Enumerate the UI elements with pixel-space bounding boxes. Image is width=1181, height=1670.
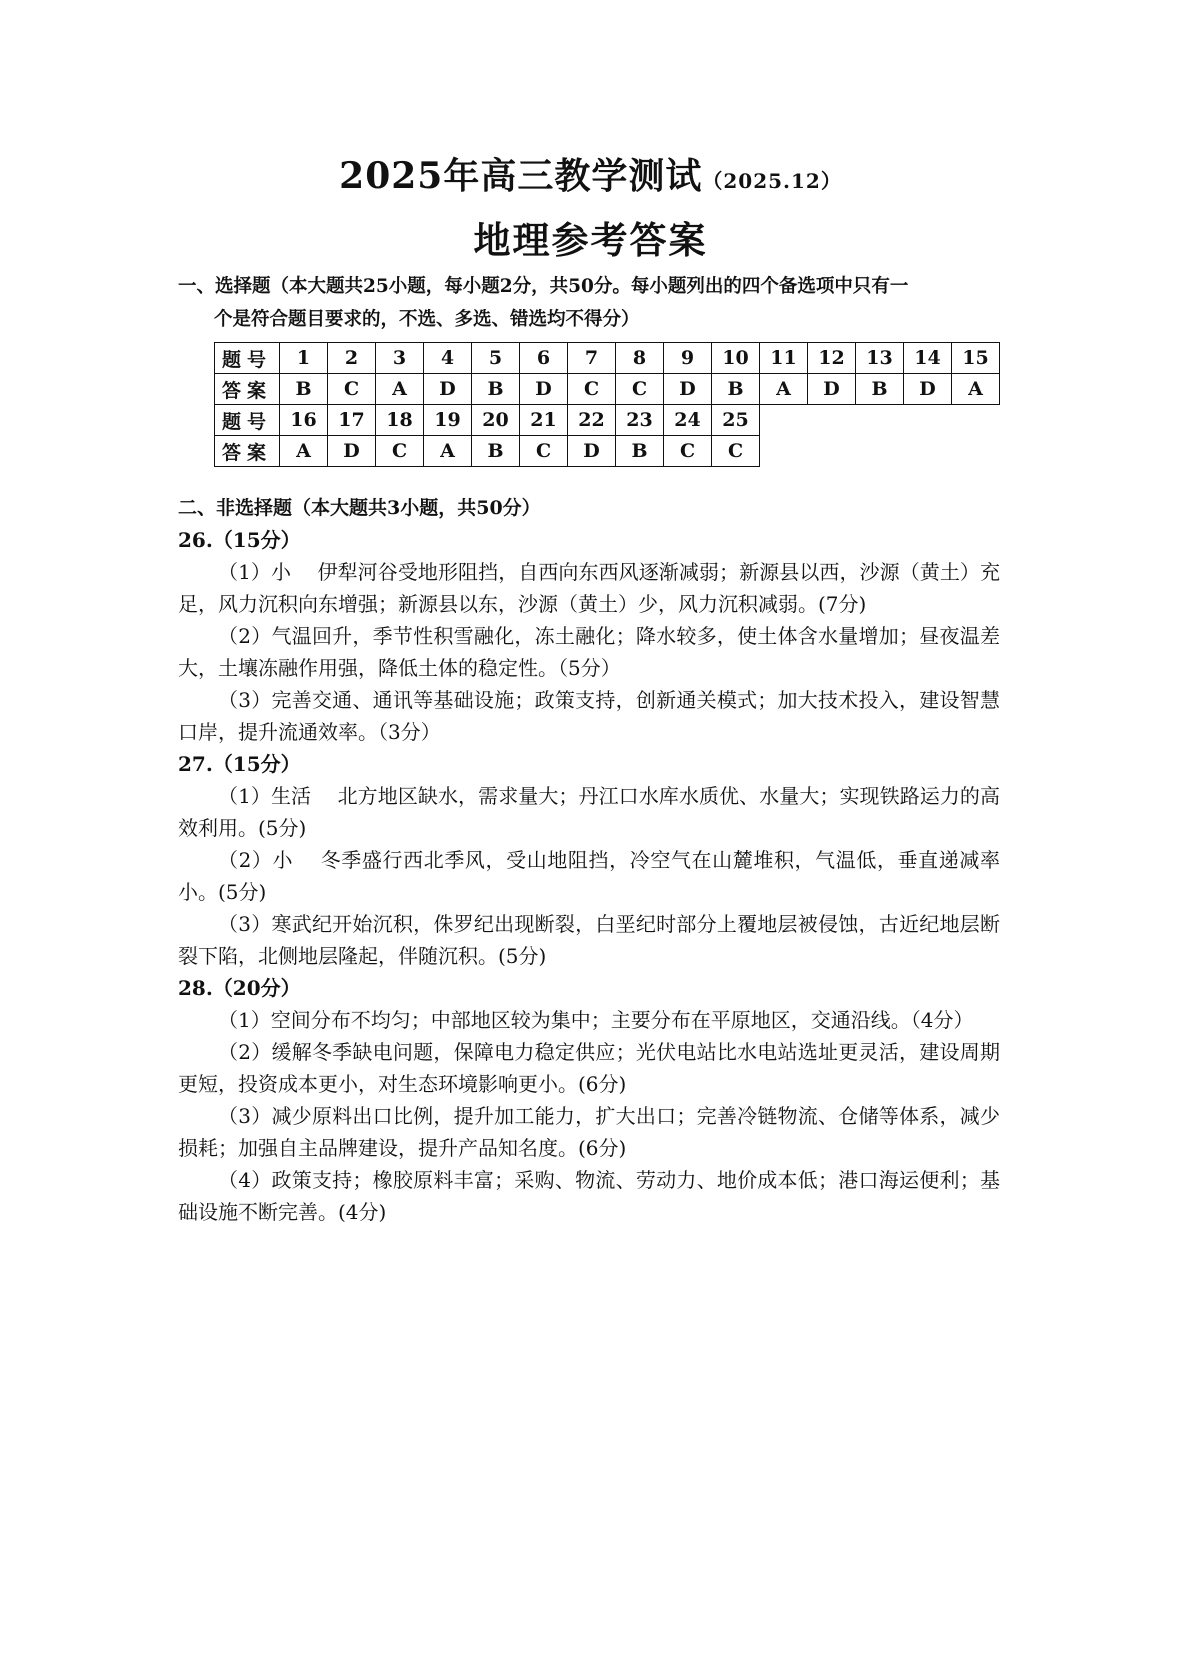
answer-paragraph: （3）减少原料出口比例，提升加工能力，扩大出口；完善冷链物流、仓储等体系，减少损耗；加强自主品牌建设，提升产品知名度。(6分) [178, 1104, 1000, 1160]
answer-paragraph: （2）气温回升，季节性积雪融化，冻土融化；降水较多，使土体含水量增加；昼夜温差大，土壤冻融作用强，降低土体的稳定性。（5分） [178, 624, 1000, 680]
table-cell: B [616, 436, 664, 467]
row-label: 答案 [215, 436, 280, 467]
table-cell: B [280, 374, 328, 405]
table-cell: A [280, 436, 328, 467]
table-empty-cell [760, 405, 808, 436]
table-cell: D [520, 374, 568, 405]
table-cell: B [712, 374, 760, 405]
answer-paragraph: （4）政策支持；橡胶原料丰富；采购、物流、劳动力、地价成本低；港口海运便利；基础设施不断完善。(4分) [178, 1168, 1000, 1224]
table-cell: C [568, 374, 616, 405]
table-cell: 25 [712, 405, 760, 436]
table-empty-cell [808, 436, 856, 467]
table-cell: C [376, 436, 424, 467]
table-cell: 7 [568, 343, 616, 374]
answer-paragraph: （1）生活 北方地区缺水，需求量大；丹江口水库水质优、水量大；实现铁路运力的高效利用。(5分) [178, 784, 1000, 840]
table-cell: D [664, 374, 712, 405]
table-cell: B [856, 374, 904, 405]
table-empty-cell [952, 436, 1000, 467]
table-cell: 4 [424, 343, 472, 374]
table-cell: A [376, 374, 424, 405]
table-cell: 14 [904, 343, 952, 374]
row-label: 题号 [215, 343, 280, 374]
table-cell: C [712, 436, 760, 467]
table-empty-cell [952, 405, 1000, 436]
table-cell: 9 [664, 343, 712, 374]
table-cell: 12 [808, 343, 856, 374]
table-cell: C [328, 374, 376, 405]
answer-row [215, 436, 1000, 467]
answer-paragraph: （1）小 伊犁河谷受地形阻挡，自西向东西风逐渐减弱；新源县以西，沙源（黄土）充足，风力沉积向东增强；新源县以东，沙源（黄土）少，风力沉积减弱。(7分) [178, 560, 1000, 616]
table-cell: 10 [712, 343, 760, 374]
title-date: （2025.12） [702, 169, 842, 193]
section1-heading [178, 270, 1018, 336]
question-number-row [215, 405, 1000, 436]
table-empty-cell [856, 436, 904, 467]
table-cell: 11 [760, 343, 808, 374]
table-cell: D [328, 436, 376, 467]
question-number-row [215, 343, 1000, 374]
question-number: 28.（20分） [178, 976, 301, 1000]
table-cell: 15 [952, 343, 1000, 374]
table-cell: 23 [616, 405, 664, 436]
table-cell: 24 [664, 405, 712, 436]
table-empty-cell [904, 436, 952, 467]
table-cell: 16 [280, 405, 328, 436]
table-cell: C [520, 436, 568, 467]
table-cell: B [472, 374, 520, 405]
table-cell: 18 [376, 405, 424, 436]
row-label: 题号 [215, 405, 280, 436]
row-label: 答案 [215, 374, 280, 405]
table-cell: 19 [424, 405, 472, 436]
document-title [0, 148, 1181, 199]
table-cell: C [664, 436, 712, 467]
section2-heading: 二、非选择题（本大题共3小题，共50分） [178, 497, 541, 519]
table-cell: A [952, 374, 1000, 405]
answer-row [215, 374, 1000, 405]
section1-heading-line1: 一、选择题（本大题共25小题，每小题2分，共50分。每小题列出的四个备选项中只有一 [178, 276, 909, 297]
answer-paragraph: （3）完善交通、通讯等基础设施；政策支持，创新通关模式；加大技术投入，建设智慧口岸，提升流通效率。（3分） [178, 688, 1000, 744]
table-cell: 8 [616, 343, 664, 374]
answer-paragraph: （3）寒武纪开始沉积，侏罗纪出现断裂，白垩纪时部分上覆地层被侵蚀，古近纪地层断裂下陷，北侧地层隆起，伴随沉积。(5分) [178, 912, 1000, 968]
table-cell: D [808, 374, 856, 405]
question-number: 27.（15分） [178, 752, 301, 776]
answer-paragraph: （2）缓解冬季缺电问题，保障电力稳定供应；光伏电站比水电站选址更灵活，建设周期更短，投资成本更小，对生态环境影响更小。(6分) [178, 1040, 1000, 1096]
table-cell: 21 [520, 405, 568, 436]
table-cell: 5 [472, 343, 520, 374]
table-cell: 22 [568, 405, 616, 436]
section1-heading-line2: 个是符合题目要求的，不选、多选、错选均不得分） [214, 309, 640, 330]
answer-paragraph: （1）空间分布不均匀；中部地区较为集中；主要分布在平原地区，交通沿线。（4分） [218, 1008, 974, 1032]
table-empty-cell [904, 405, 952, 436]
table-cell: B [472, 436, 520, 467]
table-cell: D [424, 374, 472, 405]
table-cell: 2 [328, 343, 376, 374]
table-cell: 6 [520, 343, 568, 374]
title-text: 2025年高三教学测试 [339, 155, 703, 197]
table-cell: 3 [376, 343, 424, 374]
table-empty-cell [856, 405, 904, 436]
table-cell: 13 [856, 343, 904, 374]
table-cell: D [568, 436, 616, 467]
table-cell: A [424, 436, 472, 467]
table-cell: 1 [280, 343, 328, 374]
table-cell: A [760, 374, 808, 405]
table-cell: C [616, 374, 664, 405]
table-empty-cell [808, 405, 856, 436]
answer-table [214, 342, 1000, 467]
answer-paragraph: （2）小 冬季盛行西北季风，受山地阻挡，冷空气在山麓堆积，气温低，垂直递减率小。(5分) [178, 848, 1000, 904]
table-cell: 20 [472, 405, 520, 436]
table-cell: D [904, 374, 952, 405]
document-subtitle: 地理参考答案 [473, 218, 708, 262]
question-number: 26.（15分） [178, 528, 301, 552]
section2 [178, 492, 1000, 1228]
table-empty-cell [760, 436, 808, 467]
table-cell: 17 [328, 405, 376, 436]
